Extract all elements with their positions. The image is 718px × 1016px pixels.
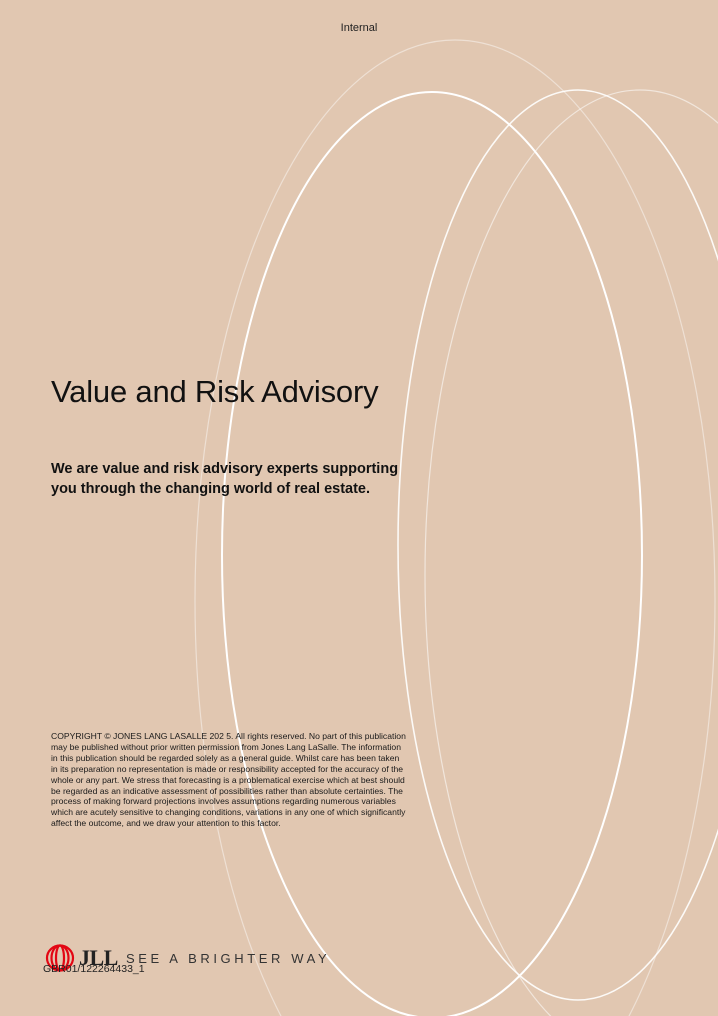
secondary-arc <box>398 90 718 1000</box>
copyright-notice: COPYRIGHT © JONES LANG LASALLE 202 5. All rights reserved. No part of this publication may be published without prior written permission from Jones Lang LaSalle. The information in this publication should be regarded solely as a general guide. Whilst care has been taken in its preparation no representation is made or responsibility accepted for the accuracy of the whole or any part. We stress that forecasting is a problematical exercise which at best should be regarded as an indicative assessment of possibilities rather than absolute certainties. The process of making forward projections involves assumptions regarding numerous variables which are acutely sensitive to changing conditions, variations in any one of which significantly affect the outcome, and we draw your attention to this factor. <box>51 731 406 829</box>
main-arc <box>222 92 642 1016</box>
faint-arc-left <box>195 40 715 1016</box>
page-subtitle: We are value and risk advisory experts supporting you through the changing world of real estate. <box>51 461 399 497</box>
classification-label: Internal <box>340 22 378 34</box>
brand-tagline: SEE A BRIGHTER WAY <box>126 951 331 966</box>
page-title: Value and Risk Advisory <box>51 374 379 409</box>
faint-arc-right <box>425 90 718 1016</box>
logo-wordmark: JLL <box>79 945 118 970</box>
document-id: GBR01/122264433_1 <box>43 963 145 975</box>
